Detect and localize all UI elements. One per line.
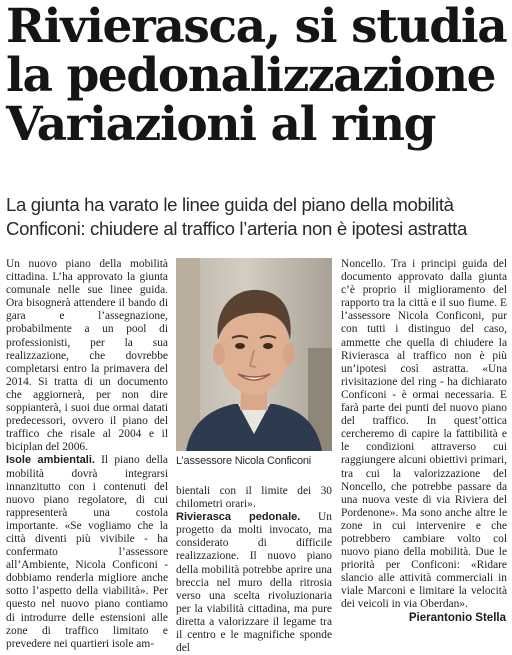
author-byline: Pierantonio Stella bbox=[403, 612, 506, 624]
paragraph-text: Un progetto da molti invocato, ma considerato di difficile realizzazione. Il nuovo piano della mobilità potrebbe aprire una breccia nel muro della ritrosia verso una scelta rivoluzionaria per la viabilità cittadina, ma pure diretta a valorizzare il legame tra il centro e le magnifiche sponde del bbox=[176, 511, 332, 655]
headline bbox=[6, 0, 511, 152]
paragraph-noncello: Noncello. Tra i principi guida del documento approvato dalla giunta c’è proprio il miglioramento del rapporto tra la città e il suo fiume. E l’assessore Nicola Conficoni, pur con tutti i distinguo del caso, ammette che quella di chiudere la Rivierasca al traffico non è più un’ipotesi così astratta. «Una rivisitazione del ring - ha dichiarato Conficoni - è ormai necessaria. E farà parte dei punti del nuovo piano del traffico. In quest’ottica cercheremo di capire la fattibilità e le condizioni attraverso cui raggiungere alcuni obiettivi primari, tra cui la valorizzazione del Noncello, che potrebbe passare da una nuova veste di via Riviera del Pordenone». Ma sono anche altre le zone in cui intervenire e che potrebbero cambiare volto col nuovo piano della mobilità. Due le priorità per Conficoni: «Ridare slancio alle attività commerciali in viale Marconi e limitare la velocità dei veicoli in via Oberdan». bbox=[341, 258, 507, 611]
article-column-1 bbox=[6, 258, 168, 650]
subheadline-line-2: Conficoni: chiudere al traffico l’arteria non è ipotesi astratta bbox=[6, 218, 467, 239]
headline-line-2: la pedonalizzazione bbox=[6, 48, 496, 103]
paragraph-text: Il piano della mobilità dovrà integrarsi innanzitutto con i contenuti del nuovo piano regolatore, di cui rappresenterà una costola importante. «Se vogliamo che la città diventi più vivibile - ha confermato l’assessore all’Ambiente, Nicola Conficoni - dobbiamo renderla migliore anche sotto l’aspetto della viabilità». Per questo nel nuovo piano contiamo di introdurre delle estensioni alle zone di traffico limitato e prevedere nei quartieri isole am- bbox=[6, 454, 168, 650]
paragraph-continued: bientali con il limite dei 30 chilometri orari». bbox=[176, 485, 332, 511]
section-title-isole-ambientali: Isole ambientali. bbox=[6, 454, 95, 467]
paragraph-rivierasca-pedonale bbox=[176, 511, 332, 655]
paragraph-intro: Un nuovo piano della mobilità cittadina. L’ha approvato la giunta comunale nelle sue linee guida. Ora bisognerà attendere il bando di gara e l’assegnazione, probabilmente a un pool di professionisti, per la sua realizzazione, che dovrebbe completarsi entro la primavera del 2014. Si tratta di un documento che aggiornerà, per non dire soppianterà, i suoi due ormai datati predecessori, ovvero il piano del traffico che risale al 2004 e il biciplan del 2006. bbox=[6, 258, 168, 454]
portrait-illustration bbox=[176, 258, 332, 451]
subheadline-line-1: La giunta ha varato le linee guida del piano della mobilità bbox=[6, 194, 454, 215]
photo-caption: L’assessore Nicola Conficoni bbox=[176, 455, 312, 467]
article-column-3 bbox=[341, 258, 507, 628]
article-column-2 bbox=[176, 485, 332, 655]
subheadline bbox=[6, 193, 511, 241]
section-title-rivierasca-pedonale: Rivierasca pedonale. bbox=[176, 511, 301, 524]
headline-line-3: Variazioni al ring bbox=[6, 97, 436, 152]
paragraph-isole-ambientali bbox=[6, 454, 168, 650]
portrait-photo bbox=[176, 258, 332, 451]
headline-line-1: Rivierasca, si studia bbox=[6, 0, 507, 54]
